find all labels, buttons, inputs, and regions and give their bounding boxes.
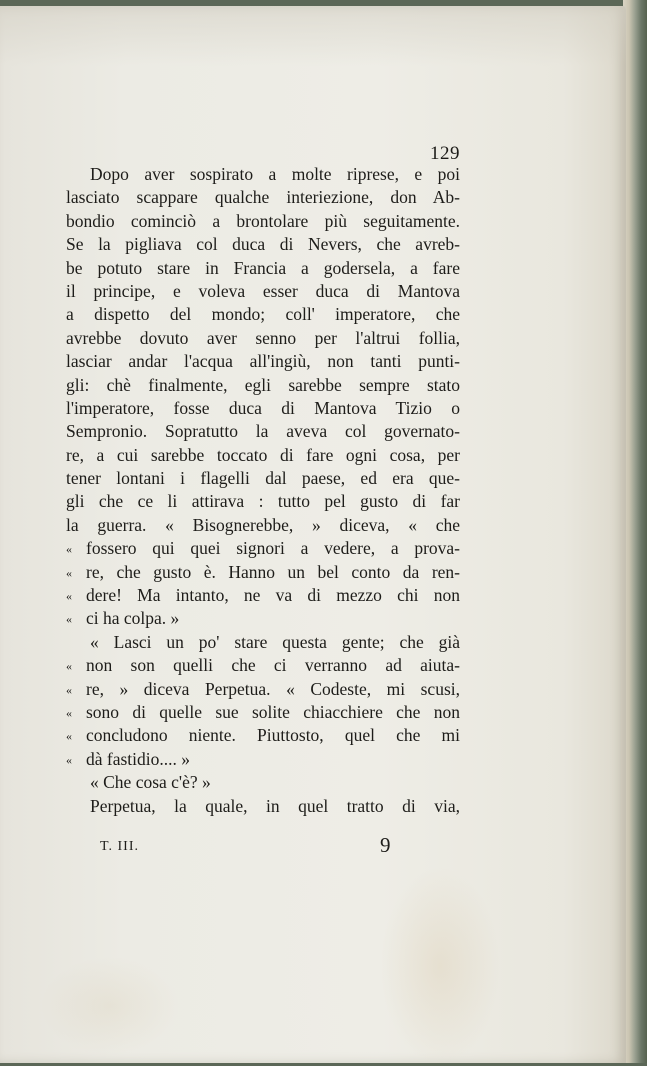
line-text: concludono niente. Piuttosto, quel che mi	[86, 725, 460, 746]
text-line	[66, 280, 460, 303]
quote-mark: «	[66, 589, 72, 604]
quote-mark: «	[66, 565, 72, 580]
quote-mark: «	[66, 659, 72, 674]
body-text	[66, 163, 460, 818]
line-text: il principe, e voleva esser duca di Mantova	[66, 280, 460, 301]
paper-stain	[380, 866, 500, 1066]
text-line	[66, 537, 460, 560]
line-text: la guerra. « Bisognerebbe, » diceva, « che	[66, 514, 460, 535]
text-line	[66, 327, 460, 350]
book-page-edges	[623, 0, 647, 1063]
line-text: Sempronio. Sopratutto la aveva col governato-	[66, 421, 460, 442]
text-line	[66, 350, 460, 373]
line-text: fossero qui quei signori a vedere, a prova-	[86, 538, 460, 559]
text-line	[66, 444, 460, 467]
line-text: bondio cominciò a brontolare più seguitamente.	[66, 210, 460, 231]
quote-mark: «	[66, 682, 72, 697]
line-text: « Che cosa c'è? »	[90, 772, 211, 793]
line-text: re, che gusto è. Hanno un bel conto da ren-	[86, 561, 460, 582]
line-text: a dispetto del mondo; coll' imperatore, che	[66, 304, 460, 325]
line-text: gli: chè finalmente, egli sarebbe sempre stato	[66, 374, 460, 395]
line-text: re, » diceva Perpetua. « Codeste, mi scusi,	[86, 678, 460, 699]
quote-mark: «	[66, 705, 72, 720]
line-text: l'imperatore, fosse duca di Mantova Tizio o	[66, 397, 460, 418]
line-text: gli che ce li attirava : tutto pel gusto di far	[66, 491, 460, 512]
text-line	[66, 397, 460, 420]
text-line	[66, 303, 460, 326]
quote-mark: «	[66, 612, 72, 627]
text-line	[66, 748, 460, 771]
line-text: be potuto stare in Francia a godersela, a fare	[66, 257, 460, 278]
text-line	[66, 163, 460, 186]
text-line	[66, 467, 460, 490]
line-text: Perpetua, la quale, in quel tratto di via,	[90, 795, 460, 816]
line-text: non son quelli che ci verranno ad aiuta-	[86, 655, 460, 676]
text-line	[66, 561, 460, 584]
line-text: Se la pigliava col duca di Nevers, che avreb-	[66, 234, 460, 255]
line-text: Dopo aver sospirato a molte riprese, e poi	[90, 164, 460, 184]
text-line	[66, 420, 460, 443]
text-line	[66, 233, 460, 256]
text-line	[66, 584, 460, 607]
line-text: ci ha colpa. »	[86, 608, 180, 629]
text-line	[66, 257, 460, 280]
text-line	[66, 654, 460, 677]
line-text: dà fastidio.... »	[86, 748, 191, 769]
text-line	[66, 678, 460, 701]
text-line	[66, 210, 460, 233]
text-line	[66, 374, 460, 397]
signature-number: 9	[380, 833, 391, 857]
line-text: avrebbe dovuto aver senno per l'altrui follia,	[66, 327, 460, 348]
text-line	[66, 514, 460, 537]
line-text: lasciato scappare qualche interiezione, don Ab-	[66, 187, 460, 208]
text-line	[66, 795, 460, 818]
paper-stain	[40, 956, 180, 1056]
text-line	[66, 490, 460, 513]
line-text: « Lasci un po' stare questa gente; che già	[90, 631, 460, 652]
line-text: tener lontani i flagelli dal paese, ed era que-	[66, 468, 460, 489]
text-line	[66, 771, 460, 794]
text-line	[66, 701, 460, 724]
text-line	[66, 631, 460, 654]
text-line	[66, 607, 460, 630]
line-text: sono di quelle sue solite chiacchiere che non	[86, 701, 460, 722]
quote-mark: «	[66, 752, 72, 767]
line-text: lasciar andar l'acqua all'ingiù, non tanti punti-	[66, 351, 460, 372]
quote-mark: «	[66, 729, 72, 744]
quote-mark: «	[66, 542, 72, 557]
page-number: 129	[430, 143, 460, 164]
line-text: dere! Ma intanto, ne va di mezzo chi non	[86, 585, 460, 606]
text-line	[66, 186, 460, 209]
volume-signature: T. III.	[100, 839, 139, 854]
text-line	[66, 724, 460, 747]
line-text: re, a cui sarebbe toccato di fare ogni cosa, per	[66, 444, 460, 465]
